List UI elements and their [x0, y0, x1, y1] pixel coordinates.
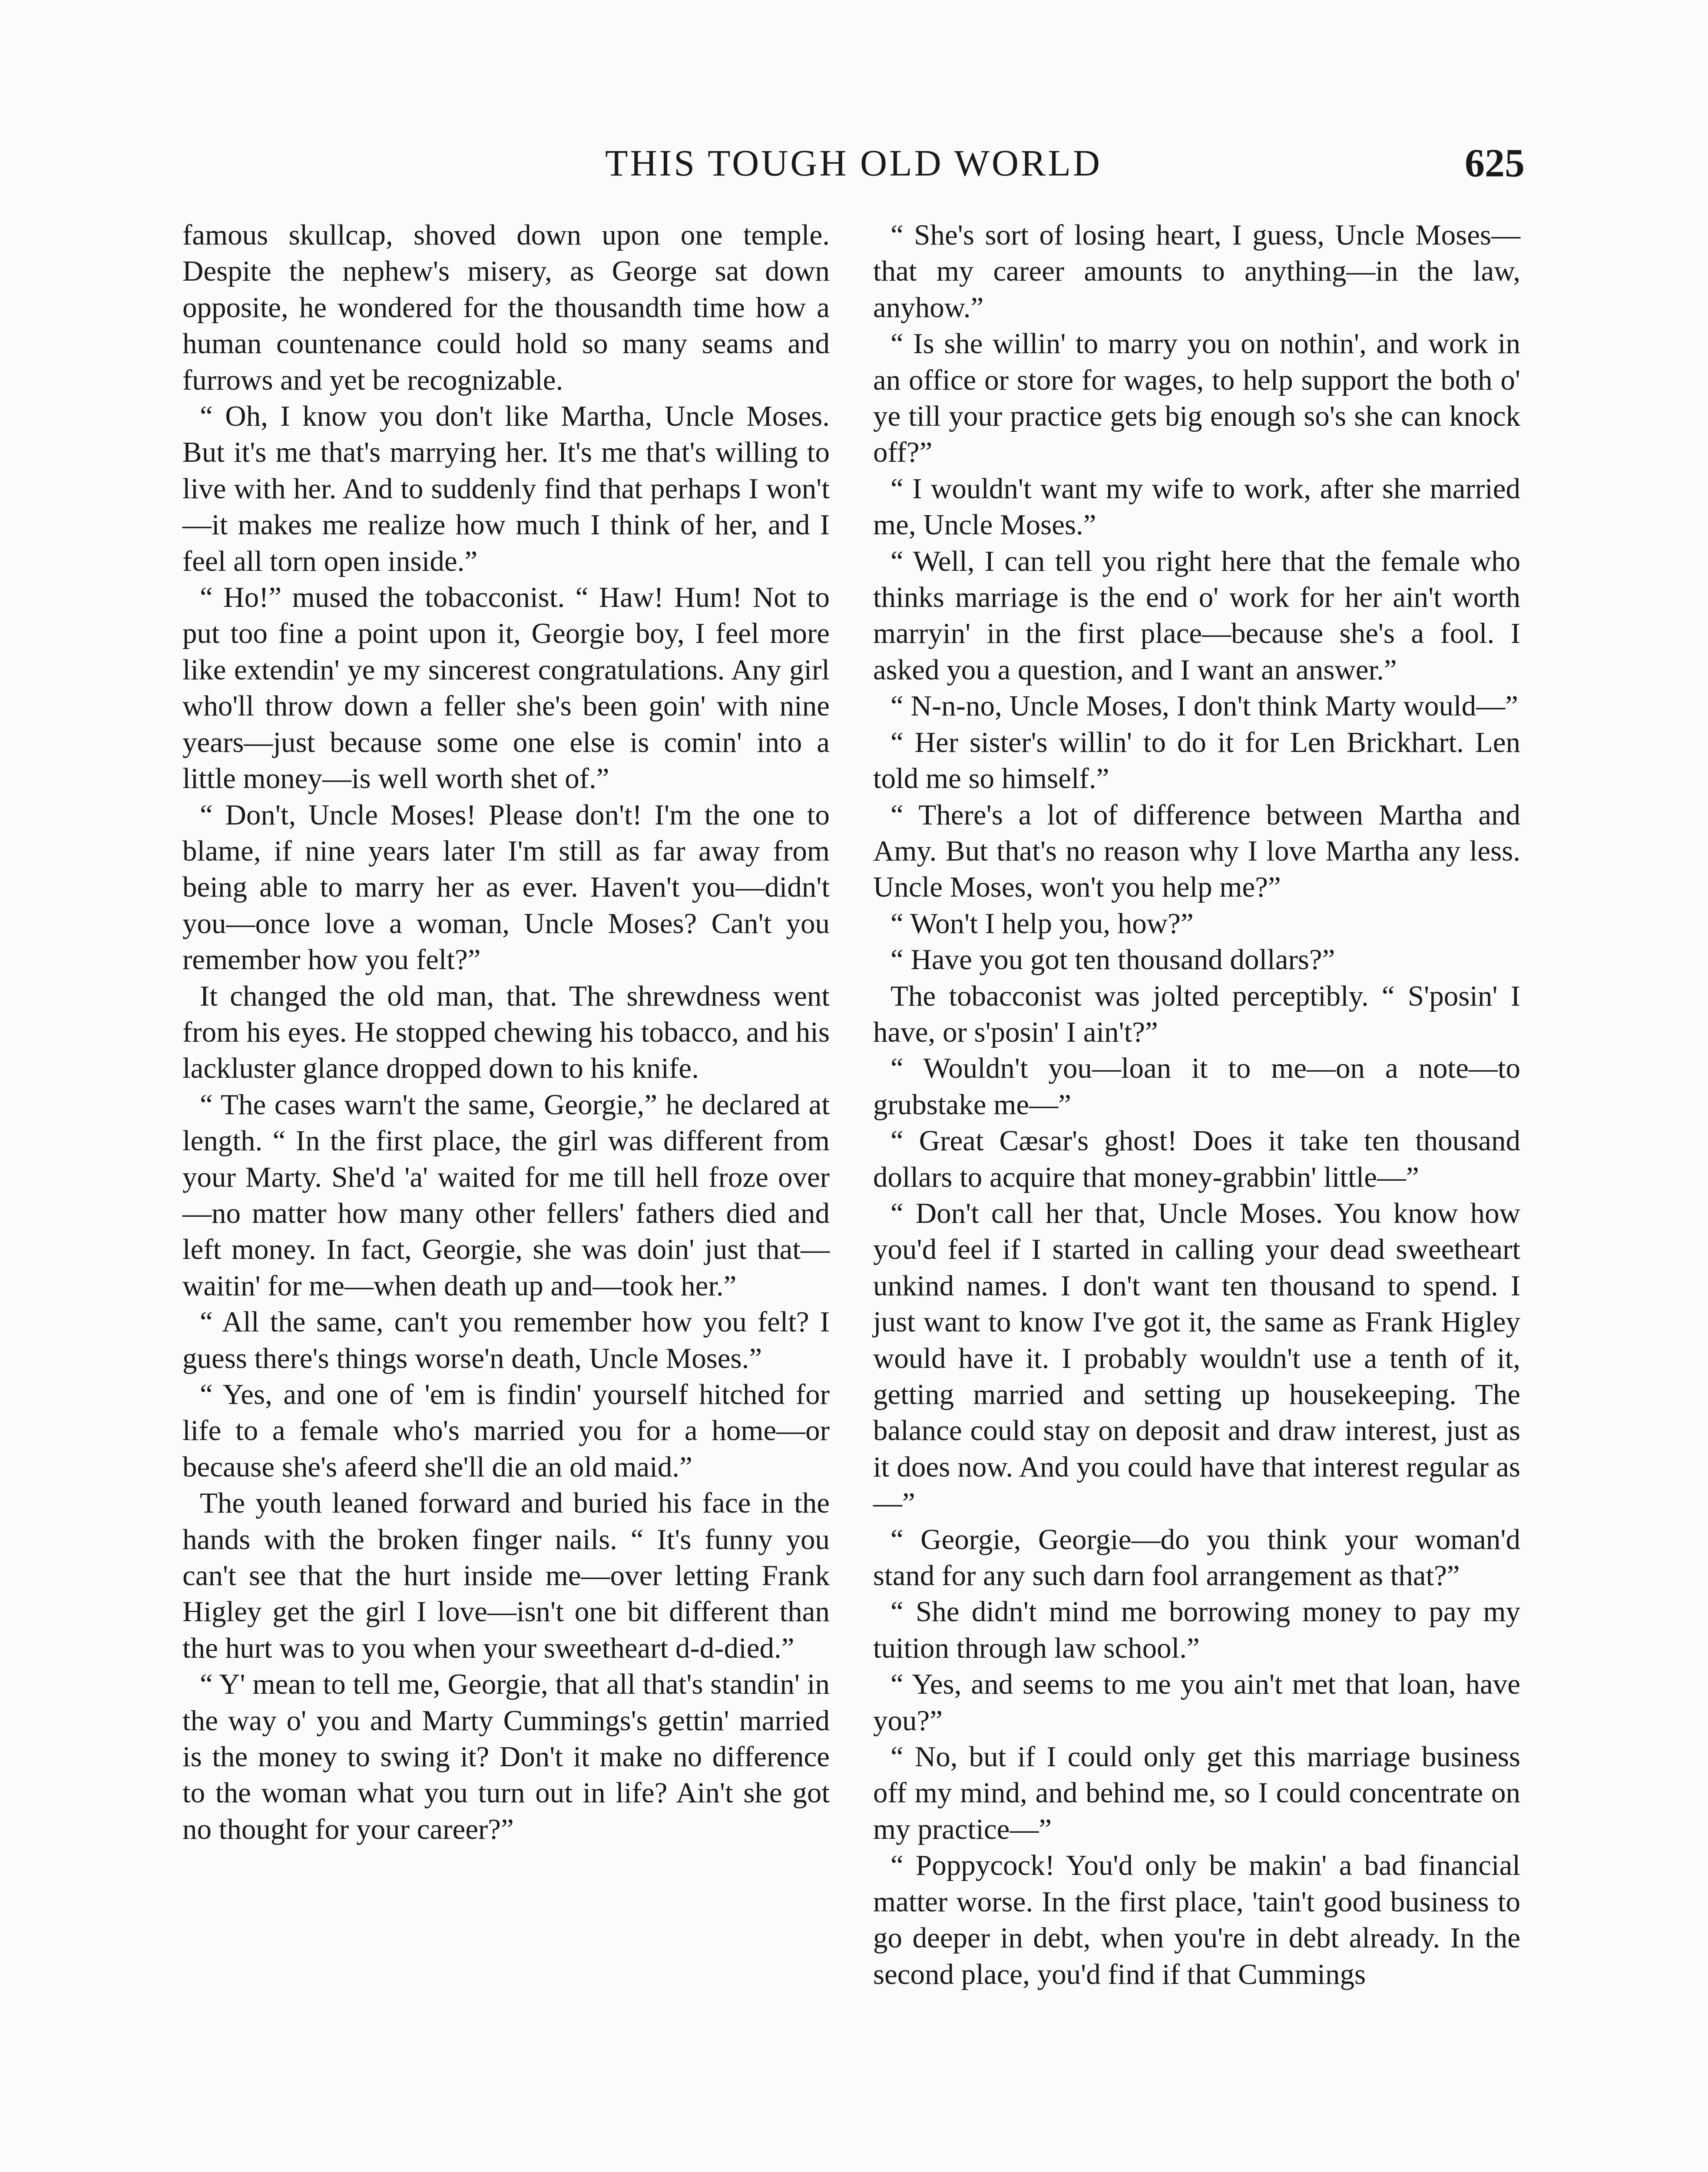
paragraph: “ Don't call her that, Uncle Moses. You know how you'd feel if I started in calling your dead sweetheart unkind names. I don't want ten thousand to spend. I just want to know I've got it, the same as Frank Higley would have it. I probably wouldn't use a tenth of it, getting married and setting up housekeeping. The balance could stay on deposit and draw interest, just as it does now. And you could have that interest regular as—”	[873, 1197, 1520, 1520]
paragraph: “ There's a lot of difference between Martha and Amy. But that's no reason why I love Martha any less. Uncle Moses, won't you help me?”	[873, 798, 1520, 904]
paragraph: “ Is she willin' to marry you on nothin', and work in an office or store for wages, to help support the both o' ye till your practice gets big enough so's she can knock off?”	[873, 328, 1520, 469]
paragraph: “ She didn't mind me borrowing money to pay my tuition through law school.”	[873, 1596, 1520, 1664]
paragraph: “ Y' mean to tell me, Georgie, that all that's standin' in the way o' you and Marty Cummings's gettin' married is the money to swing it? Don't it make no difference to the woman what you turn out in life? Ain't she got no thought for your career?”	[182, 1668, 830, 1845]
paragraph: “ No, but if I could only get this marriage business off my mind, and behind me, so I could concentrate on my practice—”	[873, 1741, 1520, 1845]
paragraph: “ Georgie, Georgie—do you think your woman'd stand for any such darn fool arrangement as that?”	[873, 1523, 1520, 1592]
page-header	[182, 139, 1525, 187]
paragraph: “ Don't, Uncle Moses! Please don't! I'm the one to blame, if nine years later I'm still as far away from being able to marry her as ever. Haven't you—didn't you—once love a woman, Uncle Moses? Can't you remember how you felt?”	[182, 798, 830, 976]
paragraph: “ Well, I can tell you right here that the female who thinks marriage is the end o' work for her ain't worth marryin' in the first place—because she's a fool. I asked you a question, and I want an answer.”	[873, 545, 1520, 686]
paragraph: “ I wouldn't want my wife to work, after she married me, Uncle Moses.”	[873, 472, 1520, 541]
paragraph: “ Poppycock! You'd only be makin' a bad financial matter worse. In the first place, 'tain't good business to go deeper in debt, when you're in debt already. In the second place, you'd find if that Cummings	[873, 1849, 1520, 1990]
paragraph: “ Yes, and one of 'em is findin' yourself hitched for life to a female who's married you for a home—or because she's afeerd she'll die an old maid.”	[182, 1378, 830, 1483]
paragraph: “ Wouldn't you—loan it to me—on a note—to grubstake me—”	[873, 1052, 1520, 1121]
paragraph: “ Her sister's willin' to do it for Len Brickhart. Len told me so himself.”	[873, 726, 1520, 795]
paragraph: “ Yes, and seems to me you ain't met that loan, have you?”	[873, 1668, 1520, 1737]
paragraph: “ All the same, can't you remember how you felt? I guess there's things worse'n death, Uncle Moses.”	[182, 1306, 830, 1374]
paragraph: “ Oh, I know you don't like Martha, Uncle Moses. But it's me that's marrying her. It's me that's willing to live with her. And to suddenly find that perhaps I won't —it makes me realize how much I think of her, and I feel all torn open inside.”	[182, 400, 830, 577]
left-column	[182, 217, 830, 1848]
paragraph: “ The cases warn't the same, Georgie,” he declared at length. “ In the first place, the girl was different from your Marty. She'd 'a' waited for me till hell froze over—no matter how many other fellers' fathers died and left money. In fact, Georgie, she was doin' just that—waitin' for me—when death up and—took her.”	[182, 1088, 830, 1302]
paragraph: “ Have you got ten thousand dollars?”	[890, 944, 1335, 976]
paragraph: The youth leaned forward and buried his face in the hands with the broken finger nails. “ It's funny you can't see that the hurt inside me—over letting Frank Higley get the girl I love—isn't one bit different than the hurt was to you when your sweetheart d-d-died.”	[182, 1487, 830, 1664]
paragraph: The tobacconist was jolted perceptibly. “ S'posin' I have, or s'posin' I ain't?”	[873, 980, 1520, 1048]
page-number: 625	[1465, 141, 1525, 185]
paragraph: famous skullcap, shoved down upon one temple. Despite the nephew's misery, as George sat down opposite, he wondered for the thousandth time how a human countenance could hold so many seams and furrows and yet be recognizable.	[182, 219, 830, 396]
paragraph: “ She's sort of losing heart, I guess, Uncle Moses—that my career amounts to anything—in the law, anyhow.”	[873, 219, 1520, 324]
right-column	[873, 217, 1520, 1993]
paragraph: “ Won't I help you, how?”	[890, 907, 1194, 940]
paragraph: It changed the old man, that. The shrewdness went from his eyes. He stopped chewing his tobacco, and his lackluster glance dropped down to his knife.	[182, 980, 830, 1085]
paragraph: “ Great Cæsar's ghost! Does it take ten thousand dollars to acquire that money-grabbin' little—”	[873, 1125, 1520, 1193]
running-head: THIS TOUGH OLD WORLD	[605, 142, 1102, 184]
paragraph: “ N-n-no, Uncle Moses, I don't think Marty would—”	[890, 690, 1518, 722]
paragraph: “ Ho!” mused the tobacconist. “ Haw! Hum! Not to put too fine a point upon it, Georgie boy, I feel more like extendin' ye my sincerest congratulations. Any girl who'll throw down a feller she's been goin' with nine years—just because some one else is comin' into a little money—is well worth shet of.”	[182, 581, 830, 795]
